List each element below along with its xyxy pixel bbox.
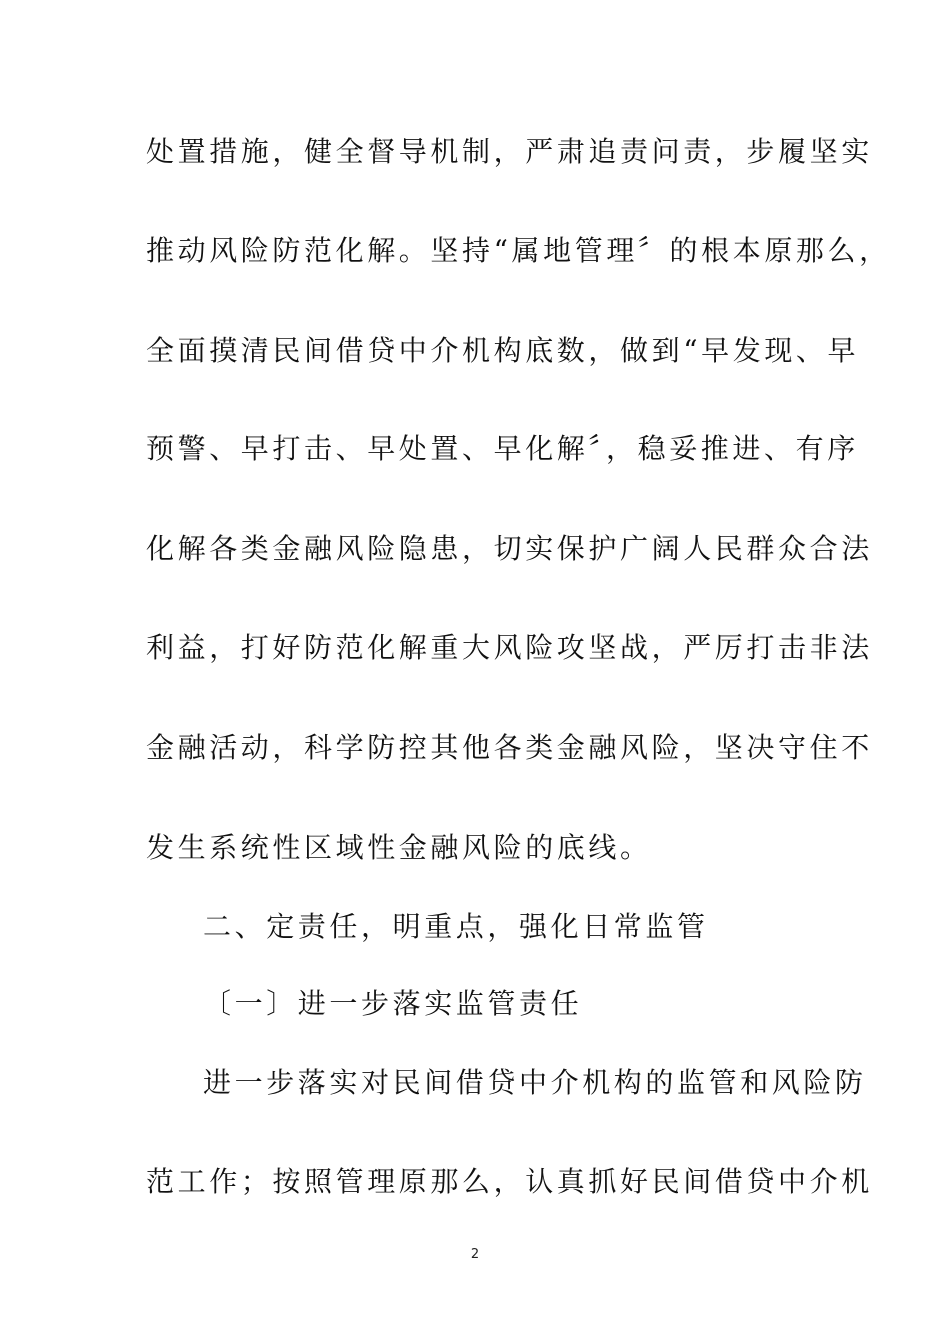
text-line-6: 利益，打好防范化解重大风险攻坚战，严厉打击非法: [146, 631, 873, 664]
text-line-5: 化解各类金融风险隐患，切实保护广阔人民群众合法: [146, 532, 873, 565]
section-heading: 二、定责任，明重点，强化日常监管: [203, 910, 709, 943]
paragraph-first-line: 进一步落实对民间借贷中介机构的监管和风险防: [203, 1066, 867, 1099]
text-line-2: 推动风险防范化解。坚持“属地管理〞的根本原那么，: [146, 234, 891, 267]
text-line-4: 预警、早打击、早处置、早化解〞，稳妥推进、有序: [146, 432, 859, 465]
subsection-heading: 〔一〕进一步落实监管责任: [203, 987, 583, 1020]
page-number: 2: [470, 1247, 480, 1262]
text-line-3: 全面摸清民间借贷中介机构底数，做到“早发现、早: [146, 334, 860, 367]
paragraph-line-2: 范工作；按照管理原那么，认真抓好民间借贷中介机: [146, 1165, 873, 1198]
text-line-8: 发生系统性区域性金融风险的底线。: [146, 831, 652, 864]
text-line-7: 金融活动，科学防控其他各类金融风险，坚决守住不: [146, 731, 873, 764]
text-line-1: 处置措施，健全督导机制，严肃追责问责，步履坚实: [146, 135, 873, 168]
